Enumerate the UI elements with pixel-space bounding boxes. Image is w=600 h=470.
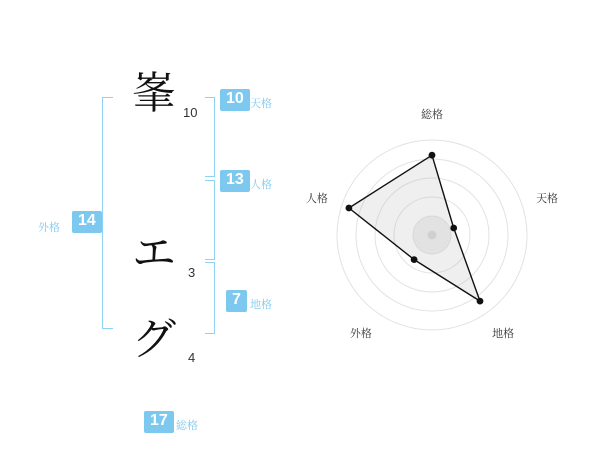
radar-axis-label-4: 人格 <box>305 192 328 205</box>
badge-chikaku-value[interactable]: 7 <box>226 290 247 312</box>
badge-soukaku-value[interactable]: 17 <box>144 411 174 433</box>
badge-jinkaku-value[interactable]: 13 <box>220 170 250 192</box>
radar-axis-label-0: 総格 <box>421 109 443 121</box>
radar-axis-label-1: 天格 <box>536 192 559 205</box>
radar-chart-svg <box>300 110 590 390</box>
tenkaku-bracket <box>205 97 215 177</box>
name-char-2-strokes: 3 <box>188 265 196 280</box>
badge-soukaku-label: 総格 <box>176 420 198 432</box>
badge-tenkaku-label: 天格 <box>250 98 272 110</box>
outer-kaku-bracket <box>102 97 113 329</box>
radar-axis-label-3: 外格 <box>349 327 372 340</box>
badge-gaikaku-value[interactable]: 14 <box>72 211 102 233</box>
jinkaku-bracket <box>205 180 215 260</box>
badge-tenkaku-value[interactable]: 10 <box>220 89 250 111</box>
name-char-3: グ <box>132 315 176 364</box>
chikaku-bracket <box>205 262 215 334</box>
name-char-1-strokes: 10 <box>183 105 198 120</box>
name-char-1: 峯 <box>132 69 176 118</box>
name-char-3-strokes: 4 <box>188 350 196 365</box>
radar-axis-label-2: 地格 <box>492 327 515 340</box>
badge-gaikaku-label: 外格 <box>38 222 60 234</box>
name-char-2: エ <box>132 229 176 278</box>
badge-jinkaku-label: 人格 <box>250 179 272 191</box>
radar-chart <box>300 110 590 390</box>
badge-chikaku-label: 地格 <box>250 299 272 311</box>
